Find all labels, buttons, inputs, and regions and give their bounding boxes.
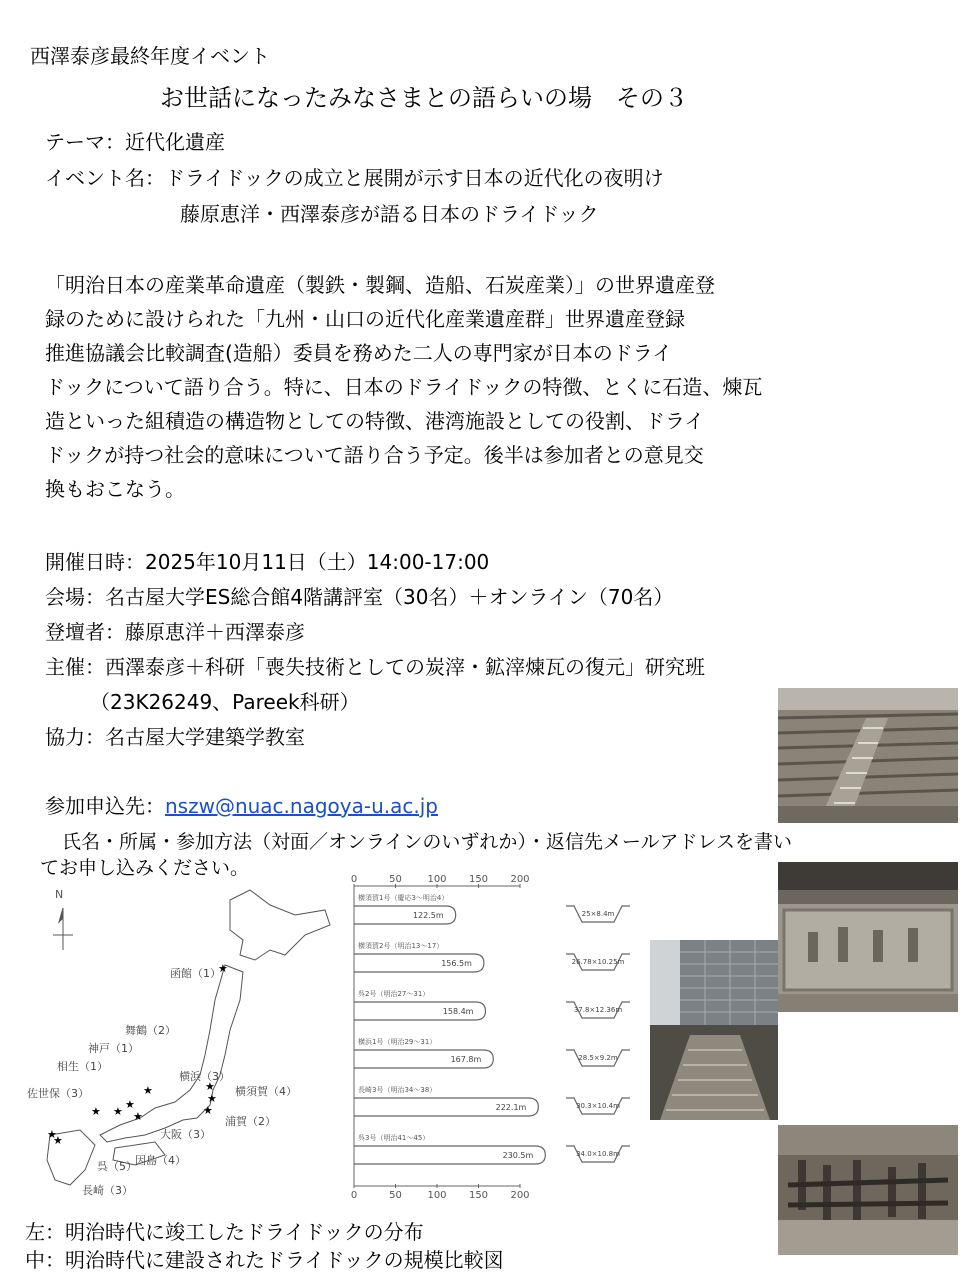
axis-tick-bottom: 100 bbox=[427, 1190, 447, 1201]
svg-text:★: ★ bbox=[91, 1105, 101, 1118]
svg-text:★: ★ bbox=[125, 1098, 135, 1111]
description-line: ドックについて語り合う。特に、日本のドライドックの特徴、とくに石造、煉瓦 bbox=[45, 375, 763, 399]
dock-section-label: 25×8.4m bbox=[581, 910, 615, 918]
description-line: 造といった組積造の構造物としての特徴、港湾施設としての役割、ドライ bbox=[45, 409, 705, 433]
map-label-aioi: 相生（1） bbox=[57, 1060, 108, 1073]
axis-tick-top: 150 bbox=[468, 874, 489, 885]
dock-section-label: 30.3×10.4m bbox=[576, 1102, 620, 1110]
svg-text:★: ★ bbox=[47, 1128, 57, 1141]
dock-photo-excavation bbox=[778, 1125, 958, 1255]
application-note-1: 氏名・所属・参加方法（対面／オンラインのいずれか）・返信先メールアドレスを書い bbox=[62, 831, 792, 853]
cooperation-label: 協力： bbox=[45, 725, 105, 749]
axis-tick-bottom: 50 bbox=[389, 1190, 402, 1201]
datetime-label: 開催日時： bbox=[45, 550, 145, 574]
caption-middle: 中：明治時代に建設されたドライドックの規模比較図 bbox=[25, 1248, 504, 1272]
axis-tick-top: 100 bbox=[427, 874, 447, 885]
axis-tick-top: 50 bbox=[389, 874, 402, 885]
dock-length-label: 230.5m bbox=[502, 1151, 534, 1160]
svg-text:★: ★ bbox=[133, 1110, 143, 1123]
dock-section-label: 26.78×10.25m bbox=[571, 958, 625, 966]
axis-tick-bottom: 200 bbox=[510, 1190, 530, 1201]
organizer-value: 西澤泰彦＋科研「喪失技術としての炭滓・鉱滓煉瓦の復元」研究班 bbox=[105, 655, 705, 679]
axis-tick-top: 0 bbox=[350, 874, 358, 885]
description-line: 推進協議会比較調査(造船）委員を務めた二人の専門家が日本のドライ bbox=[45, 341, 673, 365]
axis-tick-top: 200 bbox=[510, 874, 530, 885]
description-line: 「明治日本の産業革命遺産（製鉄・製鋼、造船、石炭産業）」の世界遺産登 bbox=[45, 273, 715, 297]
dock-photo-steps bbox=[778, 688, 958, 823]
dock-photo-building bbox=[650, 940, 778, 1120]
description-line: 換もおこなう。 bbox=[45, 477, 185, 501]
venue-row bbox=[45, 580, 705, 615]
dock-distribution-map bbox=[25, 880, 345, 1205]
north-label: N bbox=[55, 888, 64, 901]
event-name-line2: 藤原恵洋・西澤泰彦が語る日本のドライドック bbox=[180, 202, 599, 226]
description-line: 録のために設けられた「九州・山口の近代化産業遺産群」世界遺産登録 bbox=[45, 307, 685, 331]
event-name-label: イベント名： bbox=[45, 166, 165, 190]
dock-length-label: 122.5m bbox=[412, 911, 444, 920]
svg-text:★: ★ bbox=[143, 1084, 153, 1097]
series-title: 西澤泰彦最終年度イベント bbox=[30, 44, 270, 68]
dock-name-label: 横浜1号（明治29～31） bbox=[358, 1038, 437, 1046]
map-label-sasebo: 佐世保（3） bbox=[27, 1087, 89, 1100]
dock-length-label: 156.5m bbox=[441, 959, 472, 968]
map-label-yokohama: 横浜（3） bbox=[179, 1070, 230, 1083]
svg-text:★: ★ bbox=[218, 962, 228, 975]
dock-section-label: 34.0×10.8m bbox=[576, 1150, 620, 1158]
svg-text:★: ★ bbox=[53, 1134, 63, 1147]
speakers-value: 藤原恵洋＋西澤泰彦 bbox=[125, 620, 305, 644]
cooperation-value: 名古屋大学建築学教室 bbox=[105, 725, 305, 749]
map-label-osaka: 大阪（3） bbox=[160, 1128, 211, 1141]
venue-value: 名古屋大学ES総合館4階講評室（30名）＋オンライン（70名） bbox=[105, 585, 674, 609]
map-label-maizuru: 舞鶴（2） bbox=[125, 1024, 176, 1037]
datetime-row bbox=[45, 545, 705, 580]
dock-scale-chart bbox=[348, 872, 648, 1202]
theme-value: 近代化遺産 bbox=[125, 130, 225, 154]
application-label: 参加申込先： bbox=[45, 794, 165, 818]
dock-name-label: 呉2号（明治27～31） bbox=[358, 990, 430, 998]
page-title: お世話になったみなさまとの語らいの場 その３ bbox=[160, 84, 688, 112]
description bbox=[45, 268, 762, 506]
organizer-row bbox=[45, 650, 705, 685]
svg-text:★: ★ bbox=[203, 1104, 213, 1117]
dock-length-label: 222.1m bbox=[495, 1103, 527, 1112]
speakers-label: 登壇者： bbox=[45, 620, 125, 644]
application-row bbox=[45, 790, 438, 819]
dock-section-label: 37.8×12.36m bbox=[573, 1006, 623, 1014]
map-label-hakodate: 函館（1） bbox=[170, 967, 221, 980]
map-label-nagasaki: 長崎（3） bbox=[82, 1184, 133, 1197]
theme-row bbox=[45, 126, 225, 155]
map-label-yokosuka: 横須賀（4） bbox=[235, 1085, 297, 1098]
event-name-row bbox=[45, 162, 664, 191]
map-label-innoshima: 因島（4） bbox=[135, 1154, 186, 1167]
dock-section-label: 28.5×9.2m bbox=[578, 1054, 618, 1062]
axis-tick-bottom: 0 bbox=[350, 1190, 358, 1201]
organizer-label: 主催： bbox=[45, 655, 105, 679]
dock-name-label: 横須賀1号（慶応3～明治4） bbox=[358, 894, 449, 902]
svg-text:★: ★ bbox=[113, 1105, 123, 1118]
event-details bbox=[45, 545, 705, 755]
dock-name-label: 呉3号（明治41～45） bbox=[358, 1134, 430, 1142]
dock-name-label: 長崎3号（明治34～38） bbox=[358, 1086, 437, 1094]
email-link[interactable]: nszw@nuac.nagoya-u.ac.jp bbox=[165, 794, 438, 818]
event-name-line1: ドライドックの成立と展開が示す日本の近代化の夜明け bbox=[165, 166, 664, 190]
svg-text:★: ★ bbox=[205, 1080, 215, 1093]
description-line: ドックが持つ社会的意味について語り合う予定。後半は参加者との意見交 bbox=[45, 443, 704, 467]
venue-label: 会場： bbox=[45, 585, 105, 609]
caption-left: 左：明治時代に竣工したドライドックの分布 bbox=[25, 1220, 424, 1244]
dock-length-label: 167.8m bbox=[450, 1055, 482, 1064]
speakers-row bbox=[45, 615, 705, 650]
dock-name-label: 横須賀2号（明治13～17） bbox=[358, 942, 444, 950]
datetime-value: 2025年10月11日（土）14:00-17:00 bbox=[145, 550, 490, 574]
theme-label: テーマ： bbox=[45, 130, 125, 154]
map-label-uraga: 浦賀（2） bbox=[225, 1115, 276, 1128]
map-label-kure: 呉（5） bbox=[97, 1160, 137, 1173]
axis-tick-bottom: 150 bbox=[468, 1190, 489, 1201]
dock-length-label: 158.4m bbox=[442, 1007, 474, 1016]
application-note-2: てお申し込みください。 bbox=[40, 857, 250, 879]
organizer-sub: （23K26249、Pareek科研） bbox=[90, 690, 360, 714]
map-label-kobe: 神戸（1） bbox=[88, 1042, 139, 1055]
dock-photo-plaque bbox=[778, 862, 958, 1012]
cooperation-row bbox=[45, 720, 705, 755]
svg-text:★: ★ bbox=[207, 1092, 217, 1105]
